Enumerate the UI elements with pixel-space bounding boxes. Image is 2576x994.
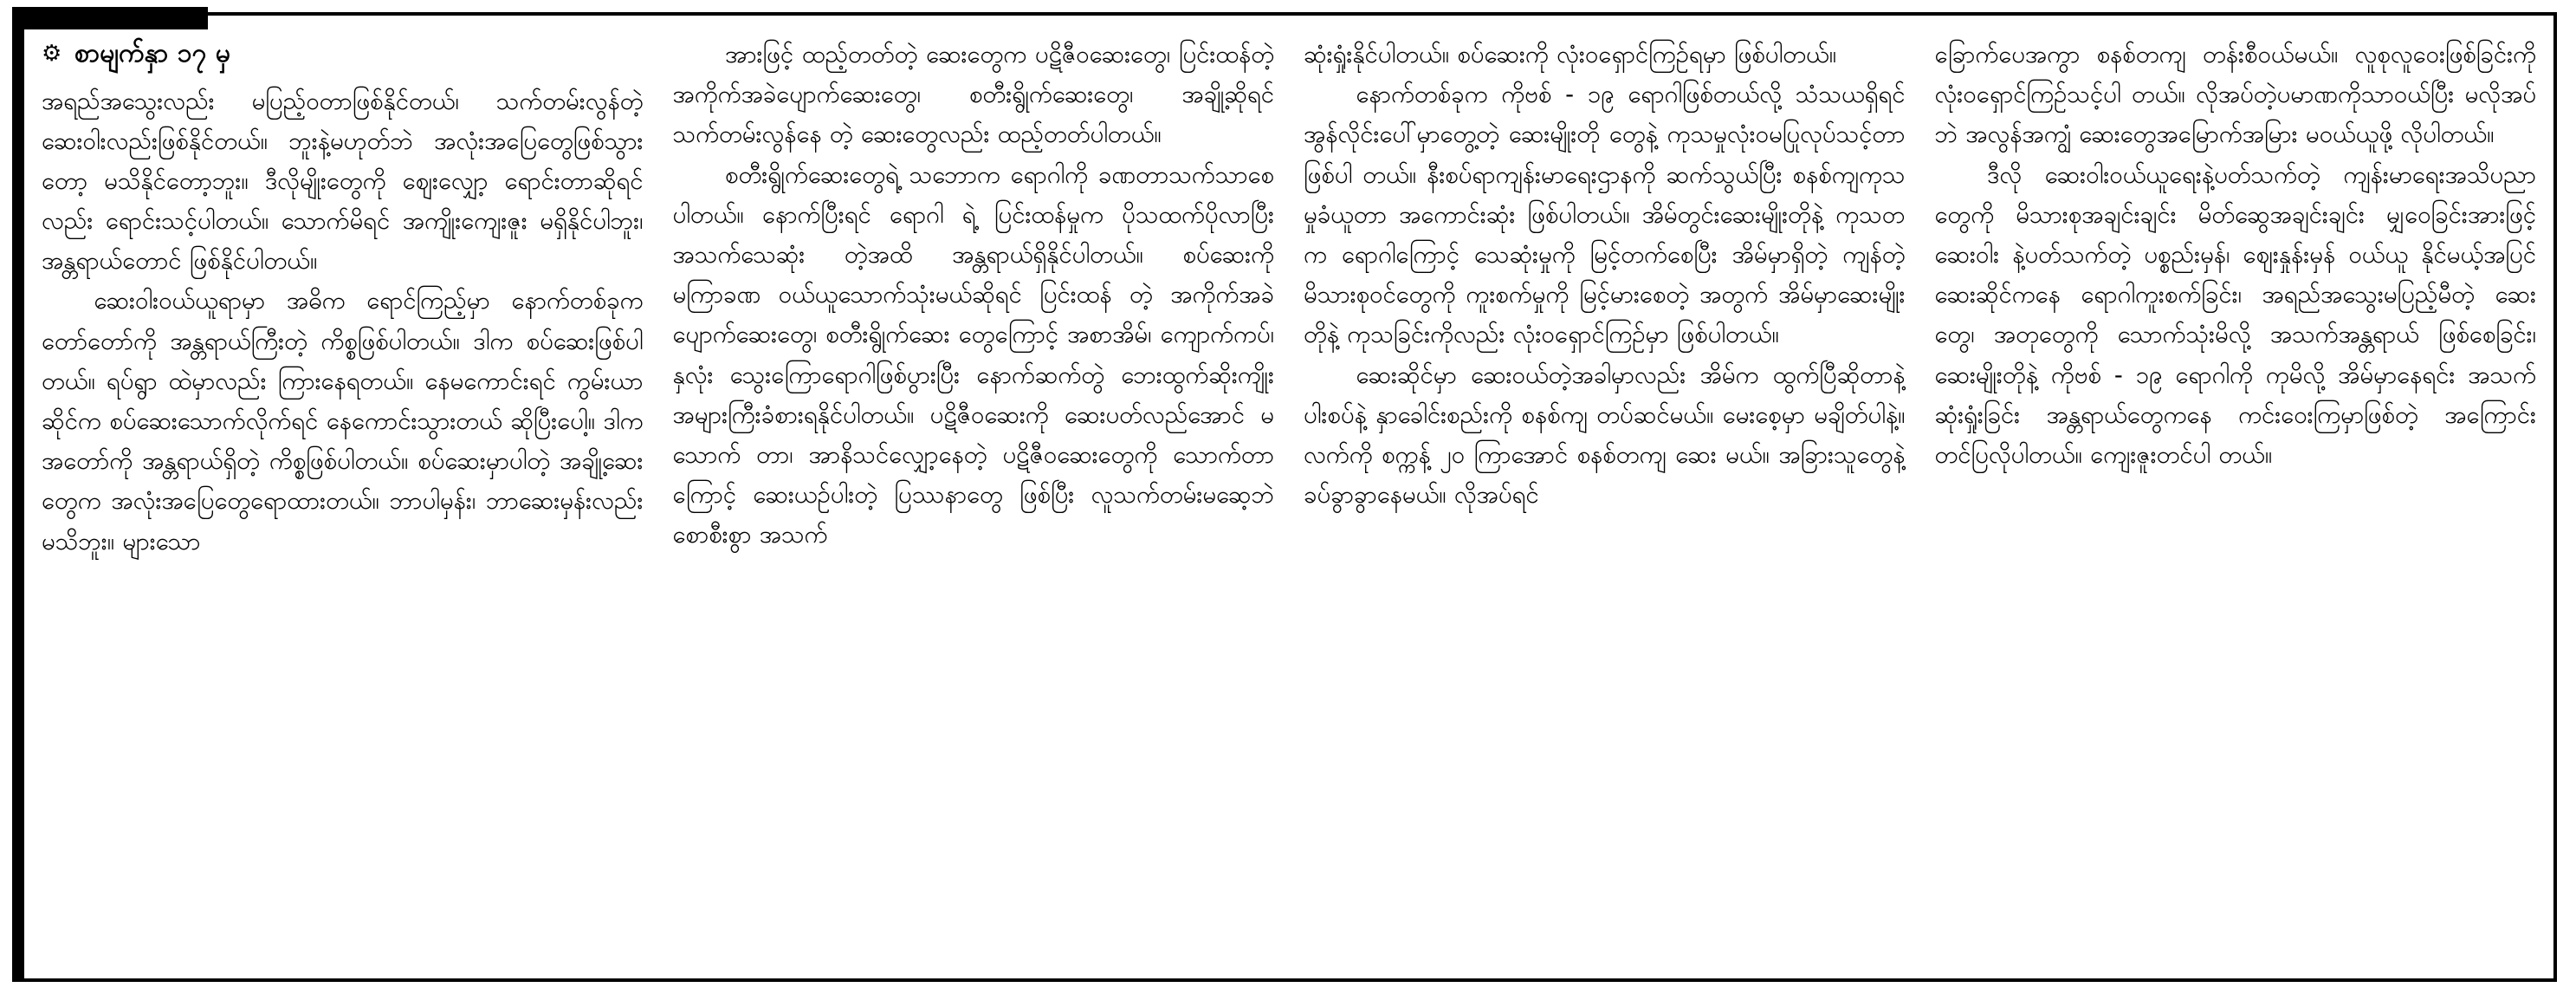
paragraph: စတီးရွိုက်ဆေးတွေရဲ့ သဘောက ရောဂါကို ခဏတာသက်သာစေပါတယ်။ နောက်ပြီးရင် ရောဂါ ရဲ့ ပြင်းထန်မှုက ပိုသထက်ပိုလာပြီး အသက်သေဆုံး တဲ့အထိ အန္တရာယ်ရှိနိုင်ပါတယ်။ စပ်ဆေးကို မကြာခဏ ဝယ်ယူသောက်သုံးမယ်ဆိုရင် ပြင်းထန် တဲ့ အကိုက်အခဲပျောက်ဆေးတွေ၊ စတီးရွိုက်ဆေး တွေကြောင့် အစာအိမ်၊ ကျောက်ကပ်၊ နှလုံး သွေးကြောရောဂါဖြစ်ပွားပြီး နောက်ဆက်တွဲ ဘေးထွက်ဆိုးကျိုး အများကြီးခံစားရနိုင်ပါတယ်။ ပဋိဇီဝဆေးကို ဆေးပတ်လည်အောင် မသောက် တာ၊ အာနိသင်လျှော့နေတဲ့ ပဋိဇီဝဆေးတွေကို သောက်တာကြောင့် ဆေးယဉ်ပါးတဲ့ ပြဿနာတွေ ဖြစ်ပြီး လူသက်တမ်းမဆေ့ဘဲ စောစီးစွာ အသက်	[672, 160, 1274, 549]
column-1	[42, 35, 644, 965]
paragraph: ဆေးဝါးဝယ်ယူရာမှာ အဓိက ရောင်ကြည့်မှာ နောက်တစ်ခုက တော်တော်ကို အန္တရာယ်ကြီးတဲ့ ကိစ္စဖြစ်ပါတယ်။ ဒါက စပ်ဆေးဖြစ်ပါတယ်။ ရပ်ရွာ ထဲမှာလည်း ကြားနေရတယ်။ နေမကောင်းရင် ကွမ်းယာဆိုင်က စပ်ဆေးသောက်လိုက်ရင် နေကောင်းသွားတယ် ဆိုပြီးပေါ့။ ဒါကအတော်ကို အန္တရာယ်ရှိတဲ့ ကိစ္စဖြစ်ပါတယ်။ စပ်ဆေးမှာပါတဲ့ အချို့ဆေးတွေက အလုံးအပြေတွေရောထားတယ်။ ဘာပါမှန်း၊ ဘာဆေးမှန်းလည်း မသိဘူး။ များသော	[42, 287, 644, 555]
article-headline	[42, 35, 644, 73]
column-3	[1304, 35, 1906, 965]
paragraph: ဒီလို ဆေးဝါးဝယ်ယူရေးနဲ့ပတ်သက်တဲ့ ကျန်းမာရေးအသိပညာတွေကို မိသားစုအချင်းချင်း မိတ်ဆွေအချင်းချင်း မျှဝေခြင်းအားဖြင့် ဆေးဝါး နဲ့ပတ်သက်တဲ့ ပစ္စည်းမှန်၊ ဈေးနှုန်းမှန် ဝယ်ယူ နိုင်မယ့်အပြင် ဆေးဆိုင်ကနေ ရောဂါကူးစက်ခြင်း၊ အရည်အသွေးမပြည့်မီတဲ့ ဆေးတွေ၊ အတုတွေကို သောက်သုံးမိလို့ အသက်အန္တရာယ် ဖြစ်စေခြင်း၊ ဆေးမျိုးတိုနဲ့ ကိုဗစ် - ၁၉ ရောဂါကို ကုမိလို့ အိမ်မှာနေရင်း အသက်ဆုံးရှုံးခြင်း အန္တရာယ်တွေကနေ ကင်းဝေးကြမှာဖြစ်တဲ့ အကြောင်း တင်ပြလိုပါတယ်။ ကျေးဇူးတင်ပါ တယ်။	[1934, 160, 2536, 469]
column-4	[1935, 35, 2537, 965]
paragraph: အားဖြင့် ထည့်တတ်တဲ့ ဆေးတွေက ပဋိဇီဝဆေးတွေ၊ ပြင်းထန်တဲ့ အကိုက်အခဲပျောက်ဆေးတွေ၊ စတီးရွိုက်ဆေးတွေ၊ အချို့ဆိုရင် သက်တမ်းလွန်နေ တဲ့ ဆေးတွေလည်း ထည့်တတ်ပါတယ်။	[672, 41, 1274, 149]
headline-text: စာမျက်နှာ ၁၇ မှ	[74, 38, 231, 68]
paragraph: နောက်တစ်ခုက ကိုဗစ် - ၁၉ ရောဂါဖြစ်တယ်လို့ သံသယရှိရင် အွန်လိုင်းပေါ်မှာတွေ့တဲ့ ဆေးမျိုးတို တွေနဲ့ ကုသမှုလုံးဝမပြုလုပ်သင့်တာ ဖြစ်ပါ တယ်။ နီးစပ်ရာကျန်းမာရေးဌာနကို ဆက်သွယ်ပြီး စနစ်ကျကုသမှုခံယူတာ အကောင်းဆုံး ဖြစ်ပါတယ်။ အိမ်တွင်းဆေးမျိုးတိုနဲ့ ကုသဝာက ရောဂါကြောင့် သေဆုံးမှုကို မြင့်တက်စေပြီး အိမ်မှာရှိတဲ့ ကျန်တဲ့ မိသားစုဝင်တွေကို ကူးစက်မှုကို မြင့်မားစေတဲ့ အတွက် အိမ်မှာဆေးမျိုးတိုနဲ့ ကုသခြင်းကိုလည်း လုံးဝရှောင်ကြဉ်မှာ ဖြစ်ပါတယ်။	[1304, 81, 1906, 349]
gear-icon: ⚙	[42, 40, 62, 67]
paragraph: ဆုံးရှုံးနိုင်ပါတယ်။ စပ်ဆေးကို လုံးဝရှောင်ကြဉ်ရမှာ ဖြစ်ပါတယ်။	[1304, 41, 1837, 68]
paragraph: အရည်အသွေးလည်း မပြည့်ဝတာဖြစ်နိုင်တယ်၊ သက်တမ်းလွန်တဲ့ ဆေးဝါးလည်းဖြစ်နိုင်တယ်။ ဘူးနဲ့မဟုတ်ဘဲ အလုံးအပြေတွေဖြစ်သွားတော့ မသိနိုင်တော့ဘူး။ ဒီလိုမျိုးတွေကို ဈေးလျှော့ ရောင်းတာဆိုရင်လည်း ရောင်းသင့်ပါတယ်။ သောက်မိရင် အကျိုးကျေးဇူး မရှိနိုင်ပါဘူး၊ အန္တရာယ်တောင် ဖြစ်နိုင်ပါတယ်။	[42, 87, 644, 276]
article-columns	[42, 35, 2536, 965]
paragraph: ခြောက်ပေအကွာ စနစ်တကျ တန်းစီဝယ်မယ်။ လူစုလူဝေးဖြစ်ခြင်းကို လုံးဝရှောင်ကြဉ်သင့်ပါ တယ်။ လိုအပ်တဲ့ပမာဏကိုသာဝယ်ပြီး မလိုအပ်ဘဲ အလွန်အကျွံ ဆေးတွေအမြောက်အမြား မဝယ်ယူဖို့ လိုပါတယ်။	[1934, 41, 2536, 149]
paragraph: ဆေးဆိုင်မှာ ဆေးဝယ်တဲ့အခါမှာလည်း အိမ်က ထွက်ပြီဆိုတာနဲ့ ပါးစပ်နဲ့ နှာခေါင်းစည်းကို စနစ်ကျ တပ်ဆင်မယ်။ မေးစေ့မှာ မချိတ်ပါနဲ့။ လက်ကို စက္ကန့် ၂၀ ကြာအောင် စနစ်တကျ ဆေး မယ်။ အခြားသူတွေနဲ့ ခပ်ခွာခွာနေမယ်။ လိုအပ်ရင်	[1304, 361, 1906, 510]
column-2	[673, 35, 1275, 965]
